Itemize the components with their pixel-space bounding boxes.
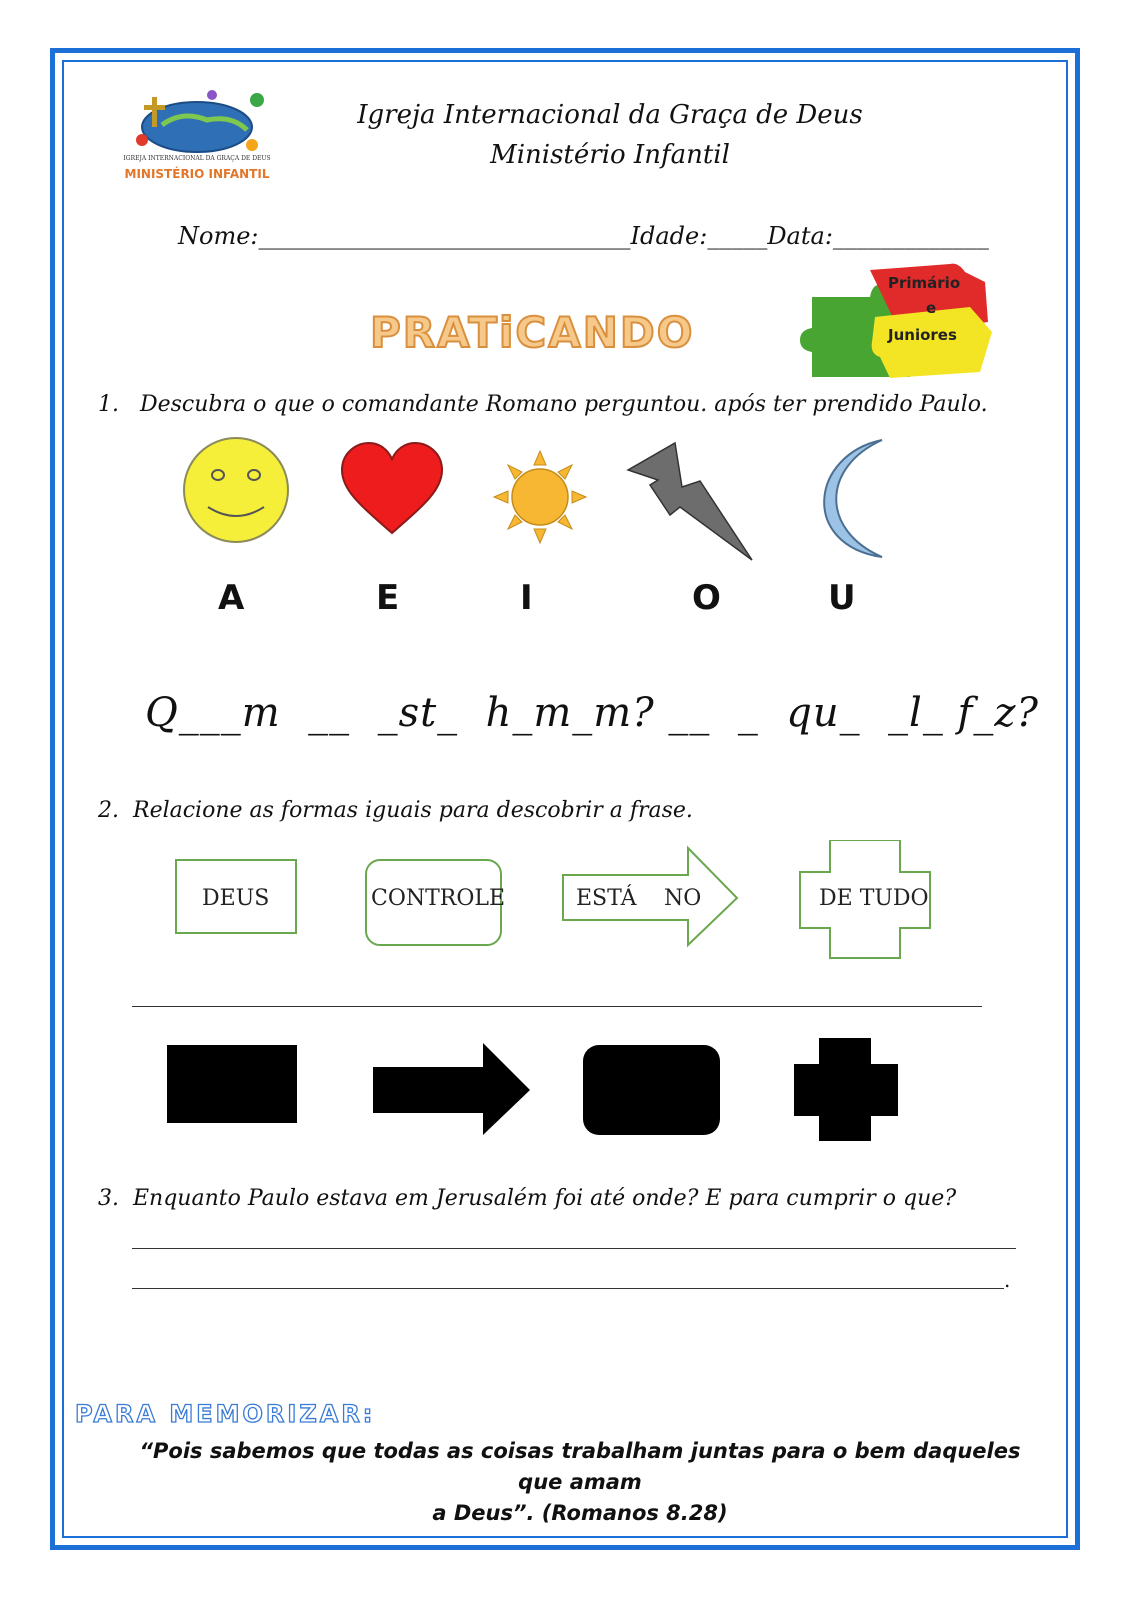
church-name: Igreja Internacional da Graça de Deus xyxy=(357,100,863,130)
shape-text-deus: DEUS xyxy=(202,886,270,911)
badge-line3: Juniores xyxy=(888,326,957,344)
date-label: Data: xyxy=(767,222,833,250)
question-3-number: 3. xyxy=(98,1186,119,1211)
name-label: Nome: xyxy=(178,222,259,250)
sun-icon xyxy=(494,451,586,543)
symbol-row xyxy=(170,435,910,570)
question-1-number: 1. xyxy=(98,392,119,417)
memory-verse-line-1: “Pois sabemos que todas as coisas trabalham juntas para o bem daqueles que amam xyxy=(139,1439,1021,1494)
date-field[interactable]: _____________ xyxy=(832,222,989,250)
shape-text-esta: ESTÁ xyxy=(576,886,637,911)
question-3-answer-line-2[interactable] xyxy=(132,1288,1004,1289)
badge-line1: Primário xyxy=(888,274,961,292)
memorize-label: PARA MEMORIZAR: xyxy=(75,1400,376,1428)
form-line xyxy=(178,222,989,250)
logo-ministry-text: MINISTÉRIO INFANTIL xyxy=(124,167,270,181)
question-2 xyxy=(98,798,693,823)
age-label: Idade: xyxy=(630,222,708,250)
church-logo xyxy=(112,85,282,195)
hidden-question-puzzle[interactable]: Q___m __ _st_ h_m_m? __ _ qu_ _l_ f_z? xyxy=(145,690,1039,736)
shape-text-controle: CONTROLE xyxy=(371,886,506,911)
filled-rectangle-shape xyxy=(167,1045,297,1123)
puzzle-badge xyxy=(800,262,995,382)
question-3-end-mark: . xyxy=(1004,1268,1011,1292)
moon-icon xyxy=(824,440,882,557)
filled-shapes-row xyxy=(160,1035,905,1150)
filled-rounded-rectangle-shape xyxy=(583,1045,720,1135)
smiley-icon xyxy=(184,438,288,542)
lightning-icon xyxy=(628,443,752,560)
filled-arrow-shape xyxy=(373,1043,530,1135)
memory-verse xyxy=(120,1436,1040,1529)
page-title: PRATiCANDO xyxy=(370,308,695,357)
question-3-answer-line-1[interactable] xyxy=(132,1248,1016,1249)
vowel-o: O xyxy=(692,578,721,618)
question-1-text: Descubra o que o comandante Romano perguntou. após ter prendido Paulo. xyxy=(139,392,988,417)
heart-icon xyxy=(342,443,442,533)
name-field[interactable]: _______________________________ xyxy=(258,222,631,250)
shape-text-no: NO xyxy=(664,886,702,911)
vowel-u: U xyxy=(828,578,856,618)
question-2-number: 2. xyxy=(98,798,119,823)
ministry-name: Ministério Infantil xyxy=(490,140,730,170)
logo-small-text: IGREJA INTERNACIONAL DA GRAÇA DE DEUS xyxy=(123,155,271,162)
badge-line2: e xyxy=(926,299,937,317)
question-2-text: Relacione as formas iguais para descobrir a frase. xyxy=(133,798,693,823)
question-1 xyxy=(98,392,988,417)
question-2-answer-line[interactable] xyxy=(132,1006,982,1007)
question-3-text: Enquanto Paulo estava em Jerusalém foi até onde? E para cumprir o que? xyxy=(133,1186,957,1211)
question-3 xyxy=(98,1186,956,1211)
vowel-i: I xyxy=(520,578,533,618)
age-field[interactable]: _____ xyxy=(707,222,768,250)
shape-text-de-tudo: DE TUDO xyxy=(819,886,929,911)
filled-cross-shape xyxy=(794,1038,898,1141)
vowel-e: E xyxy=(376,578,400,618)
vowel-a: A xyxy=(218,578,245,618)
memory-verse-line-2: a Deus”. (Romanos 8.28) xyxy=(432,1501,728,1525)
